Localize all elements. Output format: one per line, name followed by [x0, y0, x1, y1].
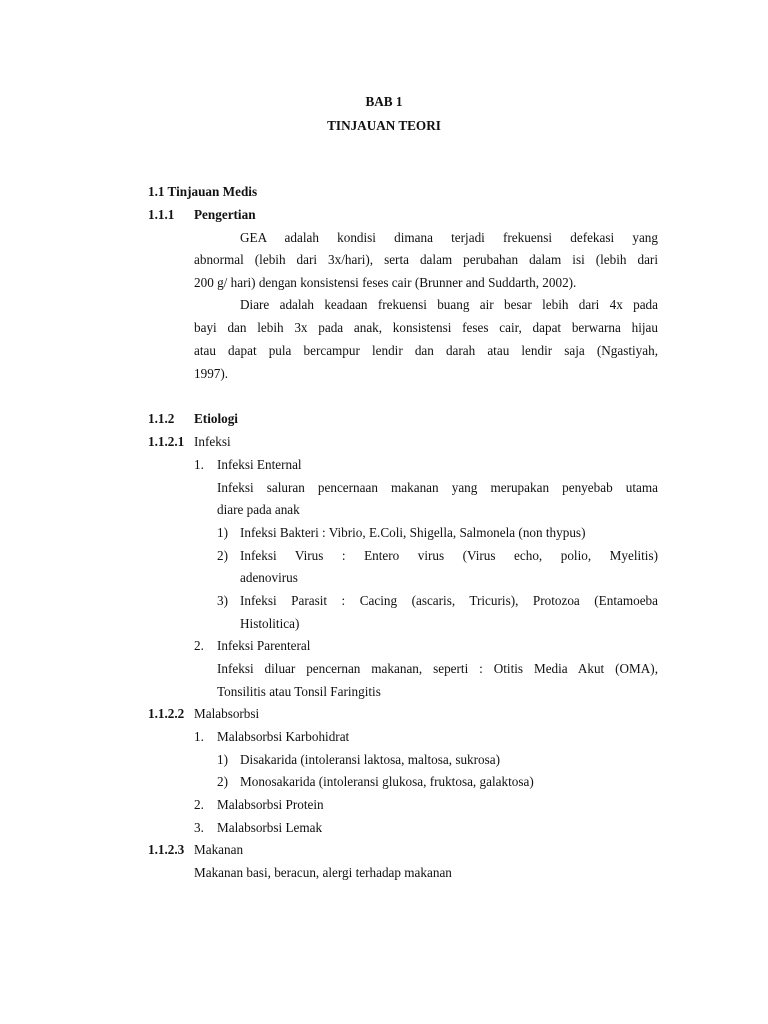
description-line: Infeksi diluar pencernan makanan, seperti : Otitis Media Akut (OMA),	[217, 661, 658, 676]
list-number: 2.	[194, 638, 204, 653]
sublist-number: 1)	[217, 525, 228, 540]
sublist-number: 2)	[217, 548, 228, 563]
paragraph-line: Diare adalah keadaan frekuensi buang air besar lebih dari 4x pada	[240, 297, 658, 312]
sublist-number: 2)	[217, 774, 228, 789]
list-item-protein: Malabsorbsi Protein	[217, 797, 324, 812]
chapter-title: TINJAUAN TEORI	[327, 118, 441, 133]
subsection-number-infeksi: 1.1.2.1	[148, 434, 185, 449]
list-item-infeksi-parenteral: Infeksi Parenteral	[217, 638, 311, 653]
paragraph-line: GEA adalah kondisi dimana terjadi frekuensi defekasi yang	[240, 230, 658, 245]
sublist-number: 1)	[217, 752, 228, 767]
subsection-number-makanan: 1.1.2.3	[148, 842, 185, 857]
sublist-item-bakteri: Infeksi Bakteri : Vibrio, E.Coli, Shigella, Salmonela (non thypus)	[240, 525, 586, 540]
description-line: Infeksi saluran pencernaan makanan yang merupakan penyebab utama	[217, 480, 658, 495]
chapter-label: BAB 1	[365, 94, 403, 109]
list-item-infeksi-enternal: Infeksi Enternal	[217, 457, 302, 472]
sublist-item-monosakarida: Monosakarida (intoleransi glukosa, fruktosa, galaktosa)	[240, 774, 534, 789]
sublist-item-parasit: Infeksi Parasit : Cacing (ascaris, Tricuris), Protozoa (Entamoeba	[240, 593, 658, 608]
section-heading-etiologi: Etiologi	[194, 411, 238, 426]
paragraph-line: abnormal (lebih dari 3x/hari), serta dalam perubahan dalam isi (lebih dari	[194, 252, 658, 267]
section-number-etiologi: 1.1.2	[148, 411, 175, 426]
section-number-pengertian: 1.1.1	[148, 207, 175, 222]
paragraph-line: 1997).	[194, 366, 229, 381]
description-line: diare pada anak	[217, 502, 300, 517]
description-line: Makanan basi, beracun, alergi terhadap makanan	[194, 865, 452, 880]
list-number: 3.	[194, 820, 204, 835]
list-number: 2.	[194, 797, 204, 812]
paragraph-line: 200 g/ hari) dengan konsistensi feses cair (Brunner and Suddarth, 2002).	[194, 275, 577, 290]
subsection-heading-malabsorbsi: Malabsorbsi	[194, 706, 260, 721]
subsection-heading-infeksi: Infeksi	[194, 434, 231, 449]
list-item-lemak: Malabsorbsi Lemak	[217, 820, 323, 835]
section-heading-pengertian: Pengertian	[194, 207, 256, 222]
list-item-karbohidrat: Malabsorbsi Karbohidrat	[217, 729, 350, 744]
paragraph-line: bayi dan lebih 3x pada anak, konsistensi feses cair, dapat berwarna hijau	[194, 320, 658, 335]
subsection-number-malabsorbsi: 1.1.2.2	[148, 706, 185, 721]
list-number: 1.	[194, 457, 204, 472]
sublist-item-virus-cont: adenovirus	[240, 570, 298, 585]
sublist-number: 3)	[217, 593, 228, 608]
list-number: 1.	[194, 729, 204, 744]
subsection-heading-makanan: Makanan	[194, 842, 244, 857]
sublist-item-virus: Infeksi Virus : Entero virus (Virus echo, polio, Myelitis)	[240, 548, 658, 563]
section-heading-tinjauan-medis: 1.1 Tinjauan Medis	[148, 184, 258, 199]
sublist-item-parasit-cont: Histolitica)	[240, 616, 300, 631]
sublist-item-disakarida: Disakarida (intoleransi laktosa, maltosa, sukrosa)	[240, 752, 501, 767]
paragraph-line: atau dapat pula bercampur lendir dan darah atau lendir saja (Ngastiyah,	[194, 343, 658, 358]
description-line: Tonsilitis atau Tonsil Faringitis	[217, 684, 381, 699]
